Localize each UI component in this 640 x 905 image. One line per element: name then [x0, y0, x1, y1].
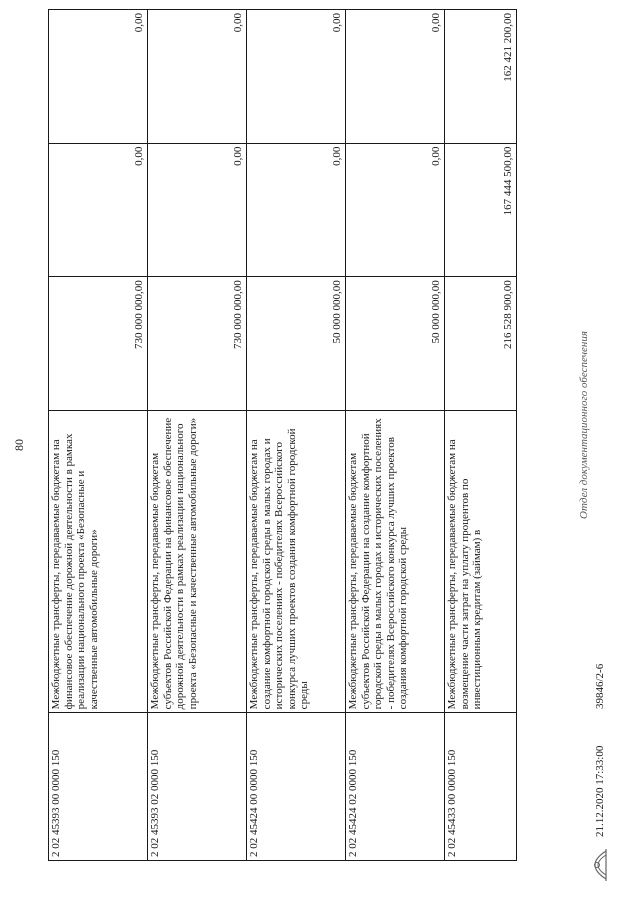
description-cell: Межбюджетные трансферты, передаваемые бюджетам субъектов Российской Федерации на создание комфортной городской среды в малых городах и исторических поселениях - победителях Всероссийского конкурса лучших проектов создания комфортной городской среды [346, 410, 445, 712]
amount-2-cell: 0,00 [148, 143, 247, 277]
description-cell: Межбюджетные трансферты, передаваемые бюджетам субъектов Российской Федерации на финансовое обеспечение дорожной деятельности в рамках реализации национального проекта «Безопасные и качественные автомобильные дороги» [148, 410, 247, 712]
budget-code-cell: 2 02 45424 00 0000 150 [247, 713, 346, 861]
amount-1-cell: 50 000 000,00 [247, 277, 346, 411]
footer-doc-id: 39846/2-6 [594, 663, 606, 709]
amount-3-cell: 0,00 [346, 10, 445, 144]
budget-code-cell: 2 02 45433 00 0000 150 [445, 713, 517, 861]
amount-3-cell: 162 421 200,00 [445, 10, 517, 144]
amount-1-cell: 50 000 000,00 [346, 277, 445, 411]
footer-datetime: 21.12.2020 17:33:00 [594, 745, 606, 837]
table-row [148, 10, 247, 861]
amount-3-cell: 0,00 [247, 10, 346, 144]
description-cell: Межбюджетные трансферты, передаваемые бюджетам на создание комфортной городской среды в малых городах и исторических поселениях - победителях Всероссийского конкурса лучших проектов создания комфортной городской среды [247, 410, 346, 712]
description-cell: Межбюджетные трансферты, передаваемые бюджетам на финансовое обеспечение дорожной деятельности в рамках реализации национального проекта «Безопасные и качественные автомобильные дороги» [49, 410, 148, 712]
amount-3-cell: 0,00 [49, 10, 148, 144]
table-row [346, 10, 445, 861]
amount-1-cell: 730 000 000,00 [49, 277, 148, 411]
description-cell: Межбюджетные трансферты, передаваемые бюджетам на возмещение части затрат на уплату процентов по инвестиционным кредитам (займам) в [445, 410, 517, 712]
amount-1-cell: 216 528 900,00 [445, 277, 517, 411]
stamp-logo-icon [580, 845, 610, 885]
budget-code-cell: 2 02 45393 00 0000 150 [49, 713, 148, 861]
table-row [445, 10, 517, 861]
budget-code-cell: 2 02 45393 02 0000 150 [148, 713, 247, 861]
amount-2-cell: 0,00 [49, 143, 148, 277]
amount-2-cell: 0,00 [346, 143, 445, 277]
amount-3-cell: 0,00 [148, 10, 247, 144]
table-row [247, 10, 346, 861]
table-row [49, 10, 148, 861]
amount-1-cell: 730 000 000,00 [148, 277, 247, 411]
budget-code-cell: 2 02 45424 02 0000 150 [346, 713, 445, 861]
budget-table [48, 9, 517, 861]
footer-department: Отдел документационного обеспечения [578, 331, 590, 519]
amount-2-cell: 167 444 500,00 [445, 143, 517, 277]
page-number: 80 [12, 439, 26, 451]
amount-2-cell: 0,00 [247, 143, 346, 277]
